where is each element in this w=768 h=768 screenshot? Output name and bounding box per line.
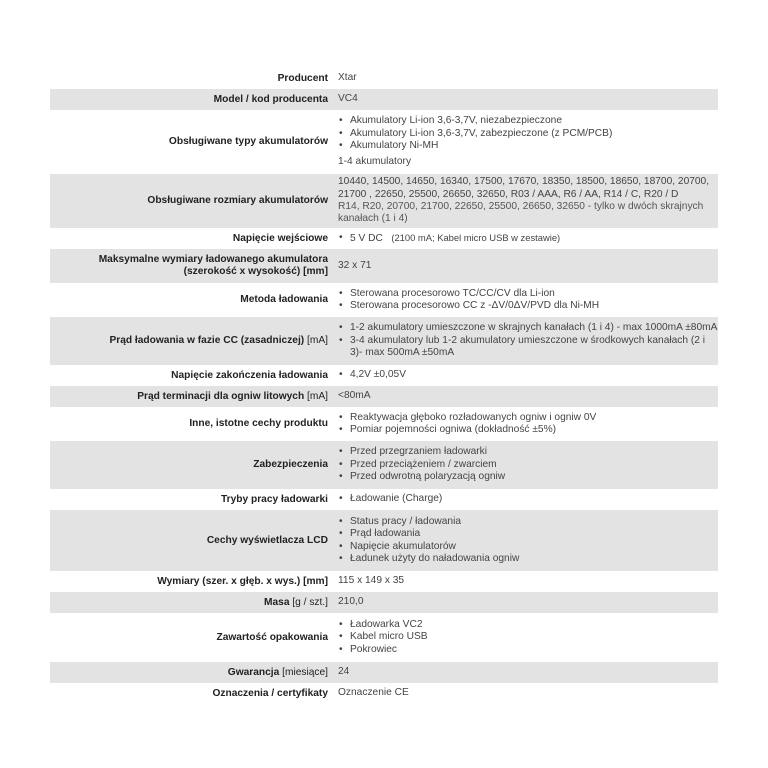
row-label (50, 391, 332, 403)
row-label (50, 459, 332, 471)
list-item: • 3-4 akumulatory lub 1-2 akumulatory umieszczone w środkowych kanałach (2 i 3)- max 500mA ±50mA (338, 335, 718, 360)
label-text: Zawartość opakowania (216, 631, 328, 643)
label-text: Metoda ładowania (240, 294, 328, 305)
row-label (50, 494, 332, 506)
label-text: Producent (277, 72, 328, 84)
value-list (338, 619, 718, 656)
label-text: Oznaczenia / certyfikaty (212, 687, 328, 699)
label-text: Napięcie wejściowe (232, 232, 328, 244)
label-text: Napięcie zakończenia ładowania (171, 369, 328, 381)
spec-row-termination-current (50, 386, 718, 407)
spec-row-certificates (50, 683, 718, 704)
row-value (332, 493, 718, 505)
value-list (338, 288, 718, 313)
list-item: • Ładunek użyty do naładowania ogniw (338, 553, 718, 565)
list-item: • Pomiar pojemności ogniwa (dokładność ±5%) (338, 424, 718, 436)
spec-row-package-contents (50, 613, 718, 662)
list-item: • Napięcie akumulatorów (338, 541, 718, 553)
list-item: • Ładowanie (Charge) (338, 493, 718, 505)
row-label (50, 136, 332, 148)
label-unit: [g / szt.] (292, 596, 328, 608)
label-text: Prąd ładowania w fazie CC (zasadniczej) (109, 335, 305, 346)
row-value (332, 412, 718, 437)
value-list (338, 115, 718, 152)
spec-row-model (50, 89, 718, 110)
row-value (332, 516, 718, 566)
list-item: • Ładowarka VC2 (338, 619, 718, 631)
row-value (332, 322, 718, 359)
list-item: • Status pracy / ładowania (338, 516, 718, 528)
row-value (332, 176, 718, 226)
spec-row-end-voltage (50, 365, 718, 386)
label-text: Obsługiwane typy akumulatorów (168, 136, 328, 147)
label-text: Maksymalne wymiary ładowanego akumulatora (szerokość x wysokość) [mm] (98, 254, 328, 277)
label-text: Cechy wyświetlacza LCD (206, 534, 328, 546)
row-label (50, 632, 332, 644)
list-item: • Pokrowiec (338, 644, 718, 656)
list-item: • Przed odwrotną polaryzacją ogniw (338, 471, 718, 483)
value-main: 5 V DC (350, 232, 383, 244)
row-label (50, 688, 332, 700)
spec-row-cc-current (50, 317, 718, 365)
label-text: Tryby pracy ładowarki (220, 493, 328, 505)
label-unit: [mA] (307, 335, 328, 346)
spec-row-other-features (50, 407, 718, 441)
row-label (50, 73, 332, 85)
spec-row-protections (50, 441, 718, 489)
list-item: • Sterowana procesorowo CC z -ΔV/0ΔV/PVD dla Ni-MH (338, 300, 718, 312)
spec-table (50, 68, 718, 704)
row-value: 210,0 (338, 596, 364, 608)
row-label (50, 667, 332, 679)
label-text: Gwarancja (227, 666, 280, 678)
value-extra: (2100 mA; Kabel micro USB w zestawie) (391, 231, 561, 243)
row-value: Oznaczenie CE (338, 687, 409, 699)
value-list (338, 446, 718, 483)
row-value (332, 232, 718, 245)
spec-row-input-voltage (50, 228, 718, 249)
spec-row-lcd-features (50, 510, 718, 571)
value-list (338, 369, 718, 381)
label-text: Inne, istotne cechy produktu (189, 418, 328, 429)
row-value: 115 x 149 x 35 (338, 575, 405, 587)
spec-row-warranty (50, 662, 718, 683)
list-item: • Przed przeciążeniem / zwarciem (338, 459, 718, 471)
label-text: Obsługiwane rozmiary akumulatorów (147, 195, 328, 206)
row-value: 32 x 71 (338, 259, 372, 271)
label-text: Zabezpieczenia (253, 459, 328, 470)
list-item: • Reaktywacja głęboko rozładowanych ogniw i ogniw 0V (338, 412, 718, 424)
label-text: Wymiary (szer. x głęb. x wys.) [mm] (157, 575, 328, 587)
row-value: <80mA (338, 390, 371, 402)
row-value: Xtar (338, 72, 357, 84)
spec-row-battery-sizes (50, 174, 718, 228)
spec-row-operating-modes (50, 489, 718, 510)
value-list (338, 232, 718, 245)
spec-row-battery-types (50, 110, 718, 174)
label-unit: [mA] (307, 390, 328, 402)
spec-row-mass (50, 592, 718, 613)
row-value (332, 288, 718, 313)
spec-row-dimensions (50, 571, 718, 592)
list-item: • Prąd ładowania (338, 528, 718, 540)
row-value: VC4 (338, 93, 358, 105)
row-label (50, 233, 332, 245)
list-item: • Sterowana procesorowo TC/CC/CV dla Li-ion (338, 288, 718, 300)
row-label (50, 576, 332, 588)
value-note: 1-4 akumulatory (338, 156, 412, 168)
row-label (50, 418, 332, 430)
label-text: Prąd terminacji dla ogniw litowych (137, 390, 305, 402)
value-list (338, 412, 718, 437)
spec-row-charging-method (50, 283, 718, 317)
spec-row-max-dimensions (50, 249, 718, 283)
list-item (338, 232, 718, 245)
row-label (50, 335, 332, 347)
list-item: • Akumulatory Li-ion 3,6-3,7V, zabezpieczone (z PCM/PCB) (338, 128, 718, 140)
row-label (50, 597, 332, 609)
row-value: 24 (338, 666, 350, 678)
value-text: 10440, 14500, 14650, 16340, 17500, 17670, 18350, 18500, 18650, 18700, 20700, 21700 , 22650, 25500, 26650, 32650, R03 / AAA, R6 / AA, R14 / C, R20 / D (338, 176, 710, 200)
row-label (50, 370, 332, 382)
label-text: Masa (264, 596, 290, 608)
row-value (332, 369, 718, 381)
row-value (332, 619, 718, 656)
value-list (338, 322, 718, 359)
row-label (50, 94, 332, 106)
row-label (50, 254, 332, 278)
row-label (50, 535, 332, 547)
value-list (338, 493, 718, 505)
list-item: • 4,2V ±0,05V (338, 369, 718, 381)
row-label (50, 195, 332, 207)
value-list (338, 516, 718, 566)
row-label (50, 294, 332, 306)
list-item: • Akumulatory Li-ion 3,6-3,7V, niezabezpieczone (338, 115, 718, 127)
row-value (332, 446, 718, 483)
row-value (332, 115, 718, 169)
spec-row-producer (50, 68, 718, 89)
list-item: • 1-2 akumulatory umieszczone w skrajnych kanałach (1 i 4) - max 1000mA ±80mA (338, 322, 718, 334)
list-item: • Kabel micro USB (338, 631, 718, 643)
list-item: • Akumulatory Ni-MH (338, 140, 718, 152)
value-note: R14, R20, 20700, 21700, 22650, 25500, 26650, 32650 - tylko w dwóch skrajnych kanałach (1 i 4) (338, 201, 704, 225)
label-text: Model / kod producenta (213, 93, 328, 105)
label-unit: [miesiące] (282, 666, 328, 678)
list-item: • Przed przegrzaniem ładowarki (338, 446, 718, 458)
